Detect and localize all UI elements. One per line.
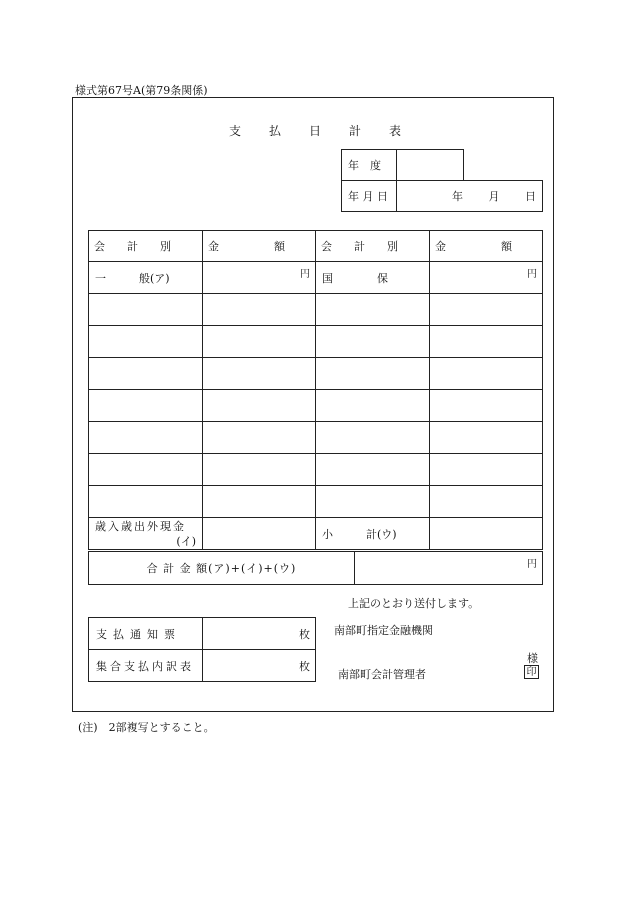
fiscal-year-field[interactable] [397, 150, 464, 181]
summary-breakdown-count-field[interactable]: 枚 [203, 650, 316, 682]
extra-budget-cash-amount-field[interactable] [203, 518, 316, 550]
total-label: 合 計 金 額(ア)+(イ)+(ウ) [89, 552, 355, 585]
summary-breakdown-label: 集合支払内訳表 [89, 650, 203, 682]
table-row [89, 486, 543, 518]
payment-notice-count-field[interactable]: 枚 [203, 618, 316, 650]
general-account-label: 一 般(ア) [89, 262, 203, 294]
table-row [89, 454, 543, 486]
header-amount: 金 額 [430, 231, 543, 262]
designated-bank: 南部町指定金融機関 [334, 624, 433, 637]
total-amount-field[interactable]: 円 [355, 552, 543, 585]
table-row [89, 358, 543, 390]
sent-note: 上記のとおり送付します。 [348, 597, 480, 610]
date-label: 年 月 日 [342, 181, 397, 212]
table-row [89, 390, 543, 422]
subtotal-label: 小 計(ウ) [316, 518, 430, 550]
form-number-label: 様式第67号A(第79条関係) [75, 84, 208, 97]
header-account: 会 計 別 [89, 231, 203, 262]
account-table [88, 230, 543, 550]
date-box [341, 149, 543, 212]
table-row [89, 294, 543, 326]
header-account: 会 計 別 [316, 231, 430, 262]
national-insurance-amount-field[interactable]: 円 [430, 262, 543, 294]
seal-icon: 印 [524, 665, 539, 679]
general-amount-field[interactable]: 円 [203, 262, 316, 294]
subtotal-amount-field[interactable] [430, 518, 543, 550]
table-row [89, 422, 543, 454]
total-table [88, 551, 543, 585]
fiscal-year-label: 年 度 [342, 150, 397, 181]
honorific: 様 [527, 652, 538, 665]
footnote: (注) 2部複写とすること。 [78, 721, 215, 734]
national-insurance-label: 国 保 [316, 262, 430, 294]
header-amount: 金 額 [203, 231, 316, 262]
accounting-manager: 南部町会計管理者 [338, 668, 426, 681]
date-field[interactable]: 年 月 日 [397, 181, 543, 212]
payment-notice-label: 支払通知票 [89, 618, 203, 650]
table-row [89, 326, 543, 358]
page-title: 支払日計表 [228, 124, 429, 138]
extra-budget-cash-label: 歳入歳出外現金 (イ) [89, 518, 203, 550]
notice-count-table [88, 617, 316, 682]
